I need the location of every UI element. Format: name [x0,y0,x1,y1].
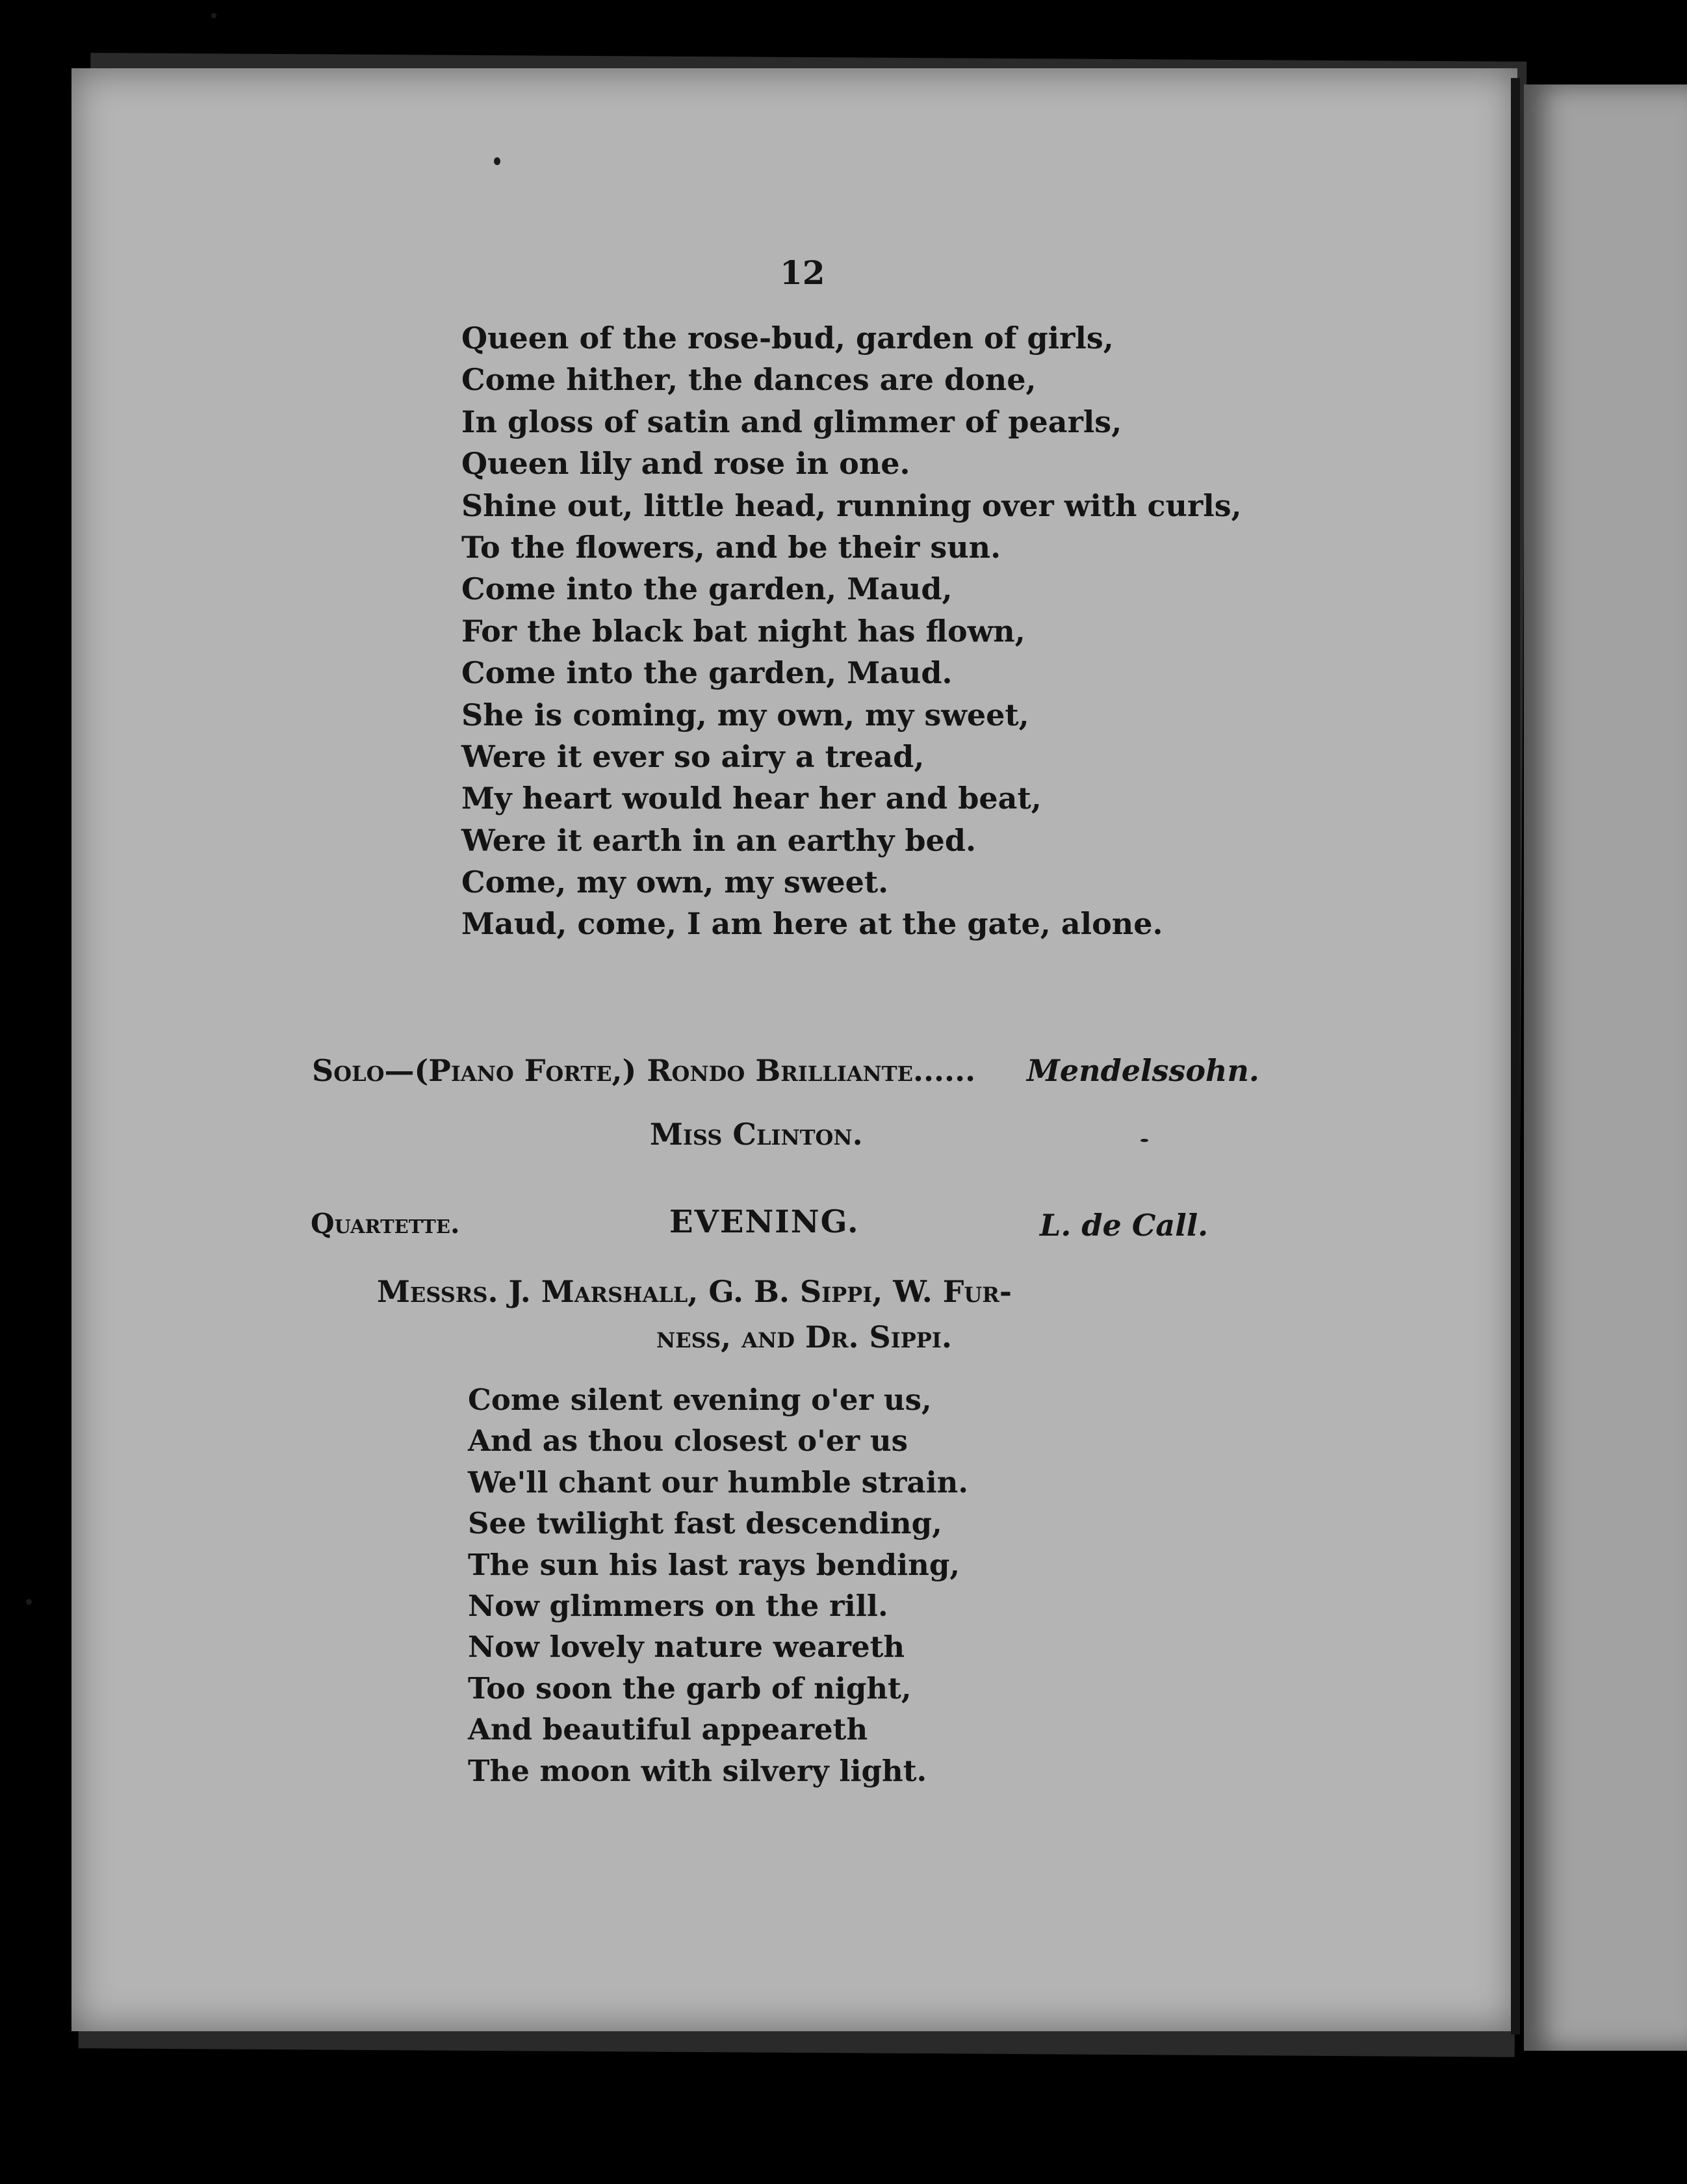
verse-line: Come into the garden, Maud, [461,571,953,607]
verse-line: Queen of the rose-bud, garden of girls, [461,320,1114,356]
solo-heading: Solo—(Piano Forte,) Rondo Brilliante...... [312,1053,976,1088]
verse-line: The sun his last rays bending, [468,1547,960,1582]
verse-evening [468,1379,968,1791]
verse-line: And as thou closest o'er us [468,1424,908,1459]
quartette-performers-line-2: ness, and Dr. Sippi. [656,1320,952,1355]
quartette-label: Quartette. [311,1208,460,1240]
verse-line: Now glimmers on the rill. [468,1588,888,1623]
verse-line: Shine out, little head, running over with curls, [461,488,1242,523]
paper-speck [26,1599,32,1605]
verse-line: See twilight fast descending, [468,1506,942,1541]
verse-line: Come into the garden, Maud. [461,655,953,691]
verse-line: Now lovely nature weareth [468,1630,905,1665]
paper-speck [211,13,216,18]
solo-composer: Mendelssohn. [1027,1053,1259,1088]
page-number: 12 [780,254,825,292]
book-gutter [1511,78,1520,2034]
verse-maud [461,317,1242,945]
facing-page-edge [1524,84,1687,2051]
verse-line: Were it ever so airy a tread, [461,738,925,774]
verse-line: To the flowers, and be their sun. [461,529,1001,565]
solo-performer: Miss Clinton. [650,1117,863,1152]
verse-line: Come, my own, my sweet. [461,864,889,900]
verse-line: And beautiful appeareth [468,1712,868,1747]
verse-line: Too soon the garb of night, [468,1670,912,1706]
paper-speck [1140,1139,1148,1142]
verse-line: She is coming, my own, my sweet, [461,697,1029,733]
verse-line: Come hither, the dances are done, [461,362,1037,398]
verse-line: Were it earth in an earthy bed. [461,822,976,858]
verse-line: We'll chant our humble strain. [468,1464,969,1500]
quartette-title: EVENING. [669,1204,860,1240]
verse-line: In gloss of satin and glimmer of pearls, [461,404,1122,439]
verse-line: For the black bat night has flown, [461,613,1025,649]
quartette-performers-line-1: Messrs. J. Marshall, G. B. Sippi, W. Fur- [377,1274,1012,1309]
paper-speck [494,157,500,165]
verse-line: Maud, come, I am here at the gate, alone. [461,906,1163,942]
quartette-composer: L. de Call. [1040,1208,1209,1243]
verse-line: The moon with silvery light. [468,1753,927,1788]
verse-line: Queen lily and rose in one. [461,446,910,482]
verse-line: Come silent evening o'er us, [468,1383,932,1417]
verse-line: My heart would hear her and beat, [461,781,1042,816]
